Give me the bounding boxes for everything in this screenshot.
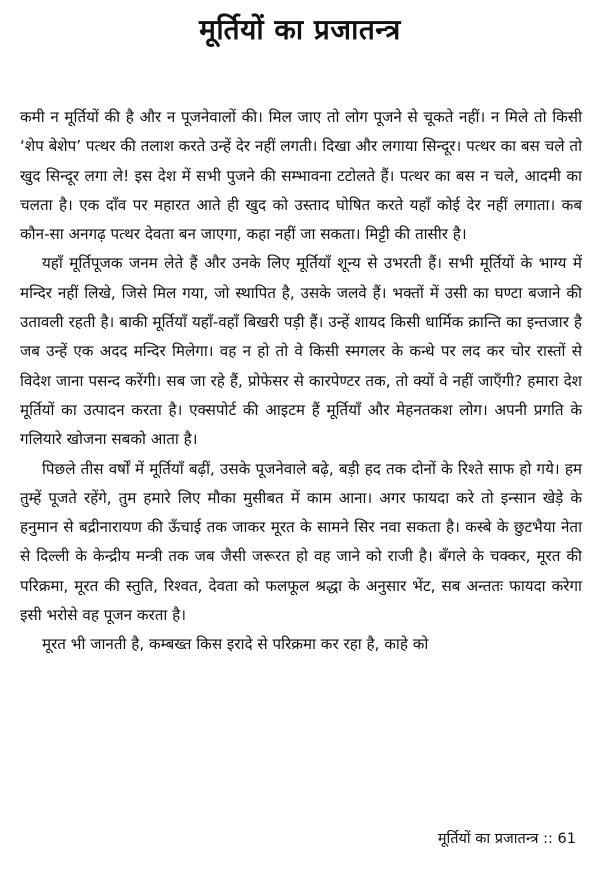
body-text xyxy=(20,103,582,660)
page-number: 61 xyxy=(557,831,576,847)
paragraph-4: मूरत भी जानती है, कम्बख्त किस इरादे से परिक्रमा कर रहा है, काहे को xyxy=(42,635,429,654)
paragraph-3: पिछले तीस वर्षों में मूर्तियाँ बढ़ीं, उसके पूजनेवाले बढ़े, बड़ी हद तक दोनों के रिश्ते साफ हो गये। हम तुम्हें पूजते रहेंगे, तुम हमारे लिए मौका मुसीबत में काम आना। अगर फायदा करे तो इन्सान खेड़े के हनुमान से बद्रीनारायण की ऊँचाई तक जाकर मूरत के सामने सिर नवा सकता है। कस्बे के छुटभैया नेता से दिल्ली के केन्द्रीय मन्त्री तक जब जैसी जरूरत हो वह जाने को राजी है। बँगले के चक्कर, मूरत की परिक्रमा, मूरत की स्तुति, रिश्वत, देवता को फलफूल श्रद्धा के अनुसार भेंट, सब अन्ततः फायदा करेगा इसी भरोसे वह पूजन करता है। xyxy=(20,459,582,625)
paragraph-2: यहाँ मूर्तिपूजक जनम लेते हैं और उनके लिए मूर्तियाँ शून्य से उभरती हैं। सभी मूर्तियों के भाग्य में मन्दिर नहीं लिखे, जिसे मिल गया, जो स्थापित है, उसके जलवे हैं। भक्तों में उसी का घण्टा बजाने की उतावली रहती है। बाकी मूर्तियाँ यहाँ-वहाँ बिखरी पड़ी हैं। उन्हें शायद किसी धार्मिक क्रान्ति का इन्तजार है जब उन्हें एक अदद मन्दिर मिलेगा। वह न हो तो वे किसी स्मगलर के कन्धे पर लद कर चोर रास्तों से विदेश जाना पसन्द करेंगी। सब जा रहे हैं, प्रोफेसर से कारपेण्टर तक, तो क्यों वे नहीं जाएँगी? हमारा देश मूर्तियों का उत्पादन करता है। एक्सपोर्ट की आइटम हैं मूर्तियाँ और मेहनतकश लोग। अपनी प्रगति के गलियारे खोजना सबको आता है। xyxy=(20,254,582,449)
running-footer xyxy=(438,828,576,848)
footer-separator: :: xyxy=(543,831,553,847)
paragraph-1: कमी न मूर्तियों की है और न पूजनेवालों की। मिल जाए तो लोग पूजने से चूकते नहीं। न मिले तो किसी ‘शेप बेशेप’ पत्थर की तलाश करते उन्हें देर नहीं लगती। दिखा और लगाया सिन्दूर। पत्थर का बस चले तो खुद सिन्दूर लगा ले! इस देश में सभी पुजने की सम्भावना टटोलते हैं। पत्थर का बस न चले, आदमी का चलता है। एक दाँव पर महारत आते ही खुद को उस्ताद घोषित करते यहाँ कोई देर नहीं लगाता। कब कौन-सा अनगढ़ पत्थर देवता बन जाएगा, कहा नहीं जा सकता। मिट्टी की तासीर है। xyxy=(20,108,583,244)
footer-running-title: मूर्तियों का प्रजातन्त्र xyxy=(437,831,539,847)
chapter-title: मूर्तियों का प्रजातन्त्र xyxy=(199,13,401,46)
